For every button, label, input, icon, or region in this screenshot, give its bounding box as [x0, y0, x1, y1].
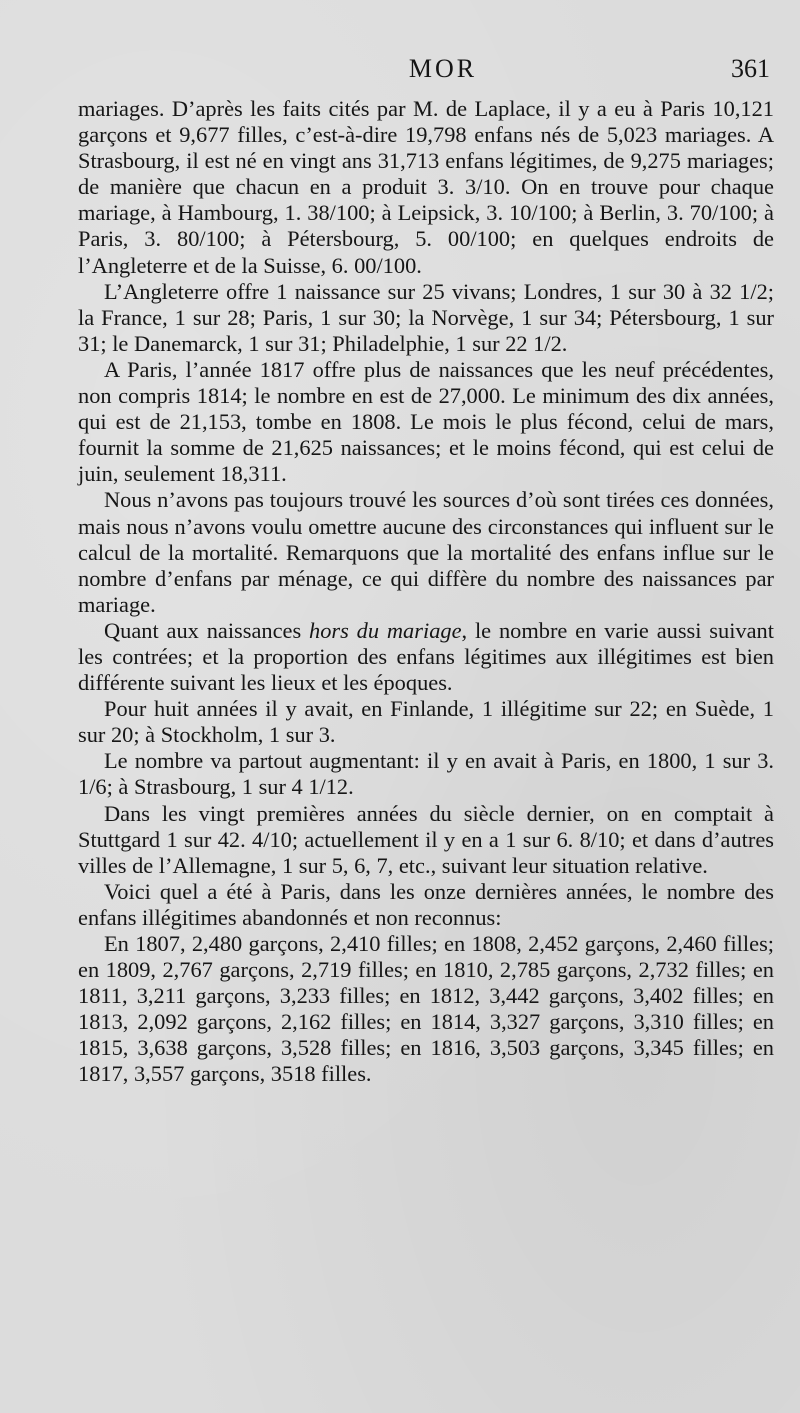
body-text [78, 96, 774, 1088]
paragraph-yearly-figures: En 1807, 2,480 garçons, 2,410 filles; en 1808, 2,452 garçons, 2,460 filles; en 1809, 2,767 garçons, 2,719 filles; en 1810, 2,785 garçons, 2,732 filles; en 1811, 3,211 garçons, 3,233 filles; en 1812, 3,442 garçons, 3,402 filles; en 1813, 2,092 garçons, 2,162 filles; en 1814, 3,327 garçons, 3,310 filles; en 1815, 3,638 garçons, 3,528 filles; en 1816, 3,503 garçons, 3,345 filles; en 1817, 3,557 garçons, 3518 filles. [78, 931, 774, 1087]
paragraph-stuttgard: Dans les vingt premières années du siècle dernier, on en comptait à Stuttgard 1 sur 42. 4/10; actuellement il y en a 1 sur 6. 8/10; et dans d’autres villes de l’Allemagne, 1 sur 5, 6, 7, etc., suivant leur situation relative. [78, 800, 774, 878]
paragraph-text-after: , le nombre en varie aussi suivant les contrées; et la proportion des enfans légitimes aux illégitimes est bien différente suivant les lieux et les époques. [78, 617, 774, 696]
paragraph-increasing-number: Le nombre va partout augmentant: il y en avait à Paris, en 1800, 1 sur 3. 1/6; à Strasbourg, 1 sur 4 1/12. [78, 748, 774, 800]
paragraph-sources: Nous n’avons pas toujours trouvé les sources d’où sont tirées ces données, mais nous n’avons voulu omettre aucune des circonstances qui influent sur le calcul de la mortalité. Remarquons que la mortalité des enfans influe sur le nombre d’enfans par ménage, ce qui diffère du nombre des naissances par mariage. [78, 487, 774, 617]
paragraph-paris-intro: Voici quel a été à Paris, dans les onze dernières années, le nombre des enfans illégitimes abandonnés et non reconnus: [78, 878, 774, 930]
running-head: MOR [408, 54, 478, 83]
paragraph-paris-1817: A Paris, l’année 1817 offre plus de naissances que les neuf précédentes, non compris 1814; le nombre en est de 27,000. Le minimum des dix années, qui est de 21,153, tombe en 1808. Le mois le plus fécond, celui de mars, fournit la somme de 21,625 naissances; et le moins fécond, qui est celui de juin, seulement 18,311. [78, 356, 774, 487]
italic-phrase: hors du mariage [309, 617, 462, 643]
page-header [76, 54, 770, 90]
page-number: 361 [731, 54, 770, 83]
paragraph-illegitimate-births [78, 618, 774, 696]
paragraph-birth-ratios: L’Angleterre offre 1 naissance sur 25 vivans; Londres, 1 sur 30 à 32 1/2; la France, 1 sur 28; Paris, 1 sur 30; la Norvège, 1 sur 34; Pétersbourg, 1 sur 31; le Danemarck, 1 sur 31; Philadelphie, 1 sur 22 1/2. [78, 278, 774, 356]
paragraph-finland-sweden: Pour huit années il y avait, en Finlande, 1 illégitime sur 22; en Suède, 1 sur 20; à Stockholm, 1 sur 3. [78, 696, 774, 748]
paragraph-continuation: mariages. D’après les faits cités par M. de Laplace, il y a eu à Paris 10,121 garçons et 9,677 filles, c’est-à-dire 19,798 enfans nés de 5,023 mariages. A Strasbourg, il est né en vingt ans 31,713 enfans légitimes, de 9,275 mariages; de manière que chacun en a produit 3. 3/10. On en trouve pour chaque mariage, à Hambourg, 1. 38/100; à Leipsick, 3. 10/100; à Berlin, 3. 70/100; à Paris, 3. 80/100; à Pétersbourg, 5. 00/100; en quelques endroits de l’Angleterre et de la Suisse, 6. 00/100. [78, 96, 774, 278]
paragraph-text-before: Quant aux naissances [104, 617, 310, 643]
